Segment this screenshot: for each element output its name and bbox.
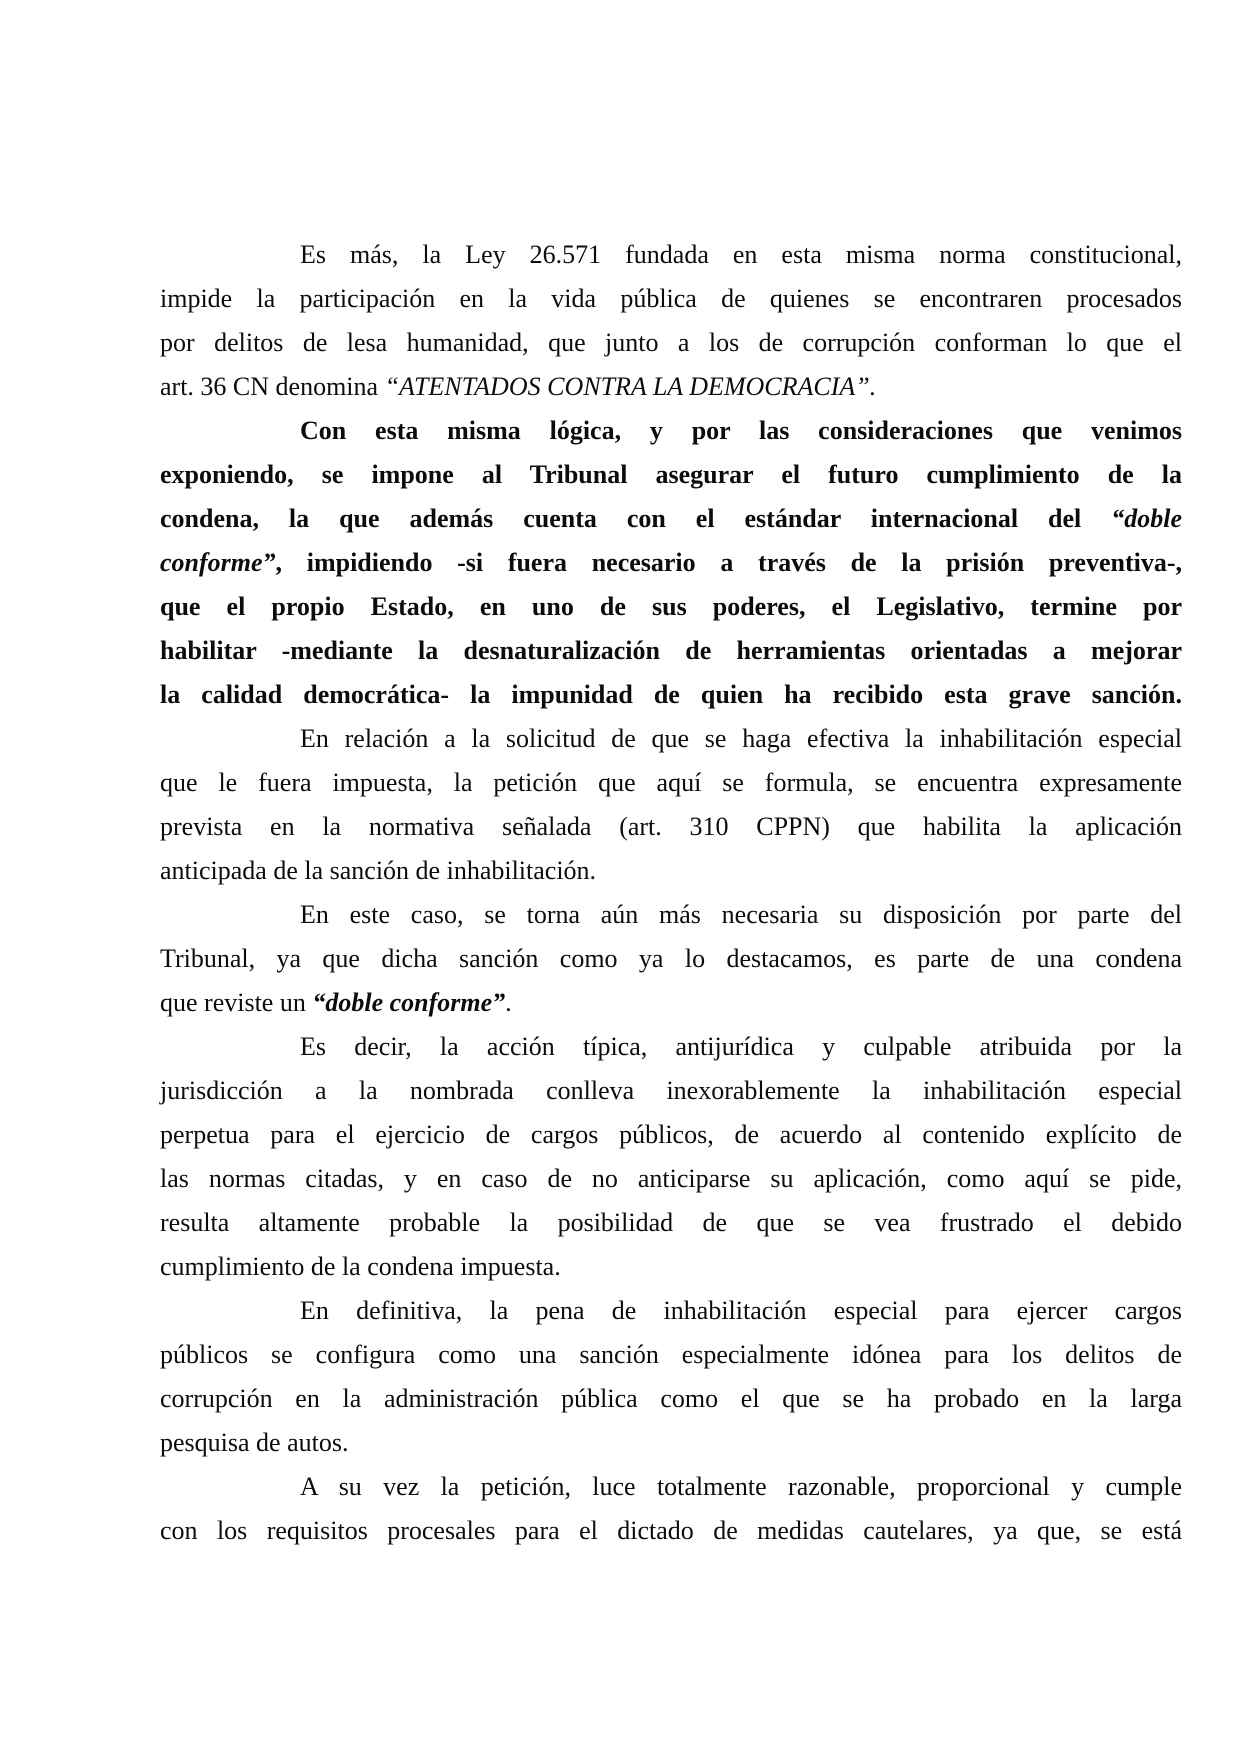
text-segment: que le fuera impuesta, la petición que aquí se formula, se encuentra expresamente <box>160 768 1182 797</box>
text-line <box>160 1157 1182 1201</box>
text-line <box>160 1465 1182 1509</box>
text-line <box>160 409 1182 453</box>
text-segment: perpetua para el ejercicio de cargos públicos, de acuerdo al contenido explícito de <box>160 1120 1182 1149</box>
text-line <box>160 1289 1182 1333</box>
text-segment: conforme” <box>160 548 276 577</box>
text-line <box>160 981 1182 1025</box>
text-line <box>160 893 1182 937</box>
paragraph <box>160 409 1182 717</box>
text-segment: , impidiendo -si fuera necesario a través de la prisión preventiva-, <box>275 548 1182 577</box>
text-segment: En este caso, se torna aún más necesaria su disposición por parte del <box>300 900 1182 929</box>
text-line <box>160 673 1182 717</box>
text-line <box>160 937 1182 981</box>
text-segment: A su vez la petición, luce totalmente razonable, proporcional y cumple <box>300 1472 1182 1501</box>
text-segment: la calidad democrática- la impunidad de quien ha recibido esta grave sanción. <box>160 680 1182 709</box>
text-segment: art. 36 CN denomina <box>160 372 385 401</box>
text-segment: pesquisa de autos. <box>160 1428 349 1457</box>
text-segment: por delitos de lesa humanidad, que junto a los de corrupción conforman lo que el <box>160 328 1182 357</box>
text-line <box>160 1509 1182 1553</box>
text-line <box>160 1421 1182 1465</box>
text-line <box>160 1025 1182 1069</box>
text-line <box>160 629 1182 673</box>
text-segment: que reviste un <box>160 988 313 1017</box>
paragraph <box>160 1025 1182 1289</box>
paragraph <box>160 717 1182 893</box>
text-segment: que el propio Estado, en uno de sus poderes, el Legislativo, termine por <box>160 592 1182 621</box>
text-segment: impide la participación en la vida pública de quienes se encontraren procesados <box>160 284 1182 313</box>
text-line <box>160 497 1182 541</box>
text-segment: exponiendo, se impone al Tribunal asegurar el futuro cumplimiento de la <box>160 460 1182 489</box>
text-line <box>160 1245 1182 1289</box>
text-line <box>160 1069 1182 1113</box>
text-line <box>160 233 1182 277</box>
text-segment: Es más, la Ley 26.571 fundada en esta misma norma constitucional, <box>300 240 1182 269</box>
paragraph <box>160 1465 1182 1553</box>
text-line <box>160 1201 1182 1245</box>
text-line <box>160 365 1182 409</box>
text-segment: prevista en la normativa señalada (art. 310 CPPN) que habilita la aplicación <box>160 812 1182 841</box>
text-line <box>160 321 1182 365</box>
text-line <box>160 805 1182 849</box>
text-segment: cumplimiento de la condena impuesta. <box>160 1252 561 1281</box>
text-segment: las normas citadas, y en caso de no anticiparse su aplicación, como aquí se pide, <box>160 1164 1182 1193</box>
paragraph <box>160 233 1182 409</box>
text-segment: En relación a la solicitud de que se haga efectiva la inhabilitación especial <box>300 724 1182 753</box>
text-line <box>160 1113 1182 1157</box>
text-line <box>160 1377 1182 1421</box>
text-segment: con los requisitos procesales para el dictado de medidas cautelares, ya que, se está <box>160 1516 1182 1545</box>
text-segment: “doble <box>1111 504 1182 533</box>
text-segment: públicos se configura como una sanción especialmente idónea para los delitos de <box>160 1340 1182 1369</box>
text-line <box>160 585 1182 629</box>
text-segment: condena, la que además cuenta con el estándar internacional del <box>160 504 1112 533</box>
text-line <box>160 1333 1182 1377</box>
text-segment: Es decir, la acción típica, antijurídica y culpable atribuida por la <box>300 1032 1182 1061</box>
text-segment: anticipada de la sanción de inhabilitación. <box>160 856 597 885</box>
paragraph <box>160 1289 1182 1465</box>
paragraph <box>160 893 1182 1025</box>
text-segment: Con esta misma lógica, y por las consideraciones que venimos <box>300 416 1182 445</box>
text-line <box>160 453 1182 497</box>
text-segment: habilitar -mediante la desnaturalización de herramientas orientadas a mejorar <box>160 636 1182 665</box>
text-line <box>160 541 1182 585</box>
text-segment: “doble conforme” <box>312 988 506 1017</box>
text-segment: jurisdicción a la nombrada conlleva inexorablemente la inhabilitación especial <box>160 1076 1182 1105</box>
text-line <box>160 761 1182 805</box>
text-segment: Tribunal, ya que dicha sanción como ya lo destacamos, es parte de una condena <box>160 944 1182 973</box>
text-line <box>160 717 1182 761</box>
text-segment: “ATENTADOS CONTRA LA DEMOCRACIA”. <box>384 372 877 401</box>
text-line <box>160 277 1182 321</box>
text-segment: . <box>505 988 512 1017</box>
text-segment: En definitiva, la pena de inhabilitación especial para ejercer cargos <box>300 1296 1182 1325</box>
text-segment: corrupción en la administración pública como el que se ha probado en la larga <box>160 1384 1182 1413</box>
document-content <box>160 233 1182 1553</box>
text-segment: resulta altamente probable la posibilidad de que se vea frustrado el debido <box>160 1208 1182 1237</box>
text-line <box>160 849 1182 893</box>
